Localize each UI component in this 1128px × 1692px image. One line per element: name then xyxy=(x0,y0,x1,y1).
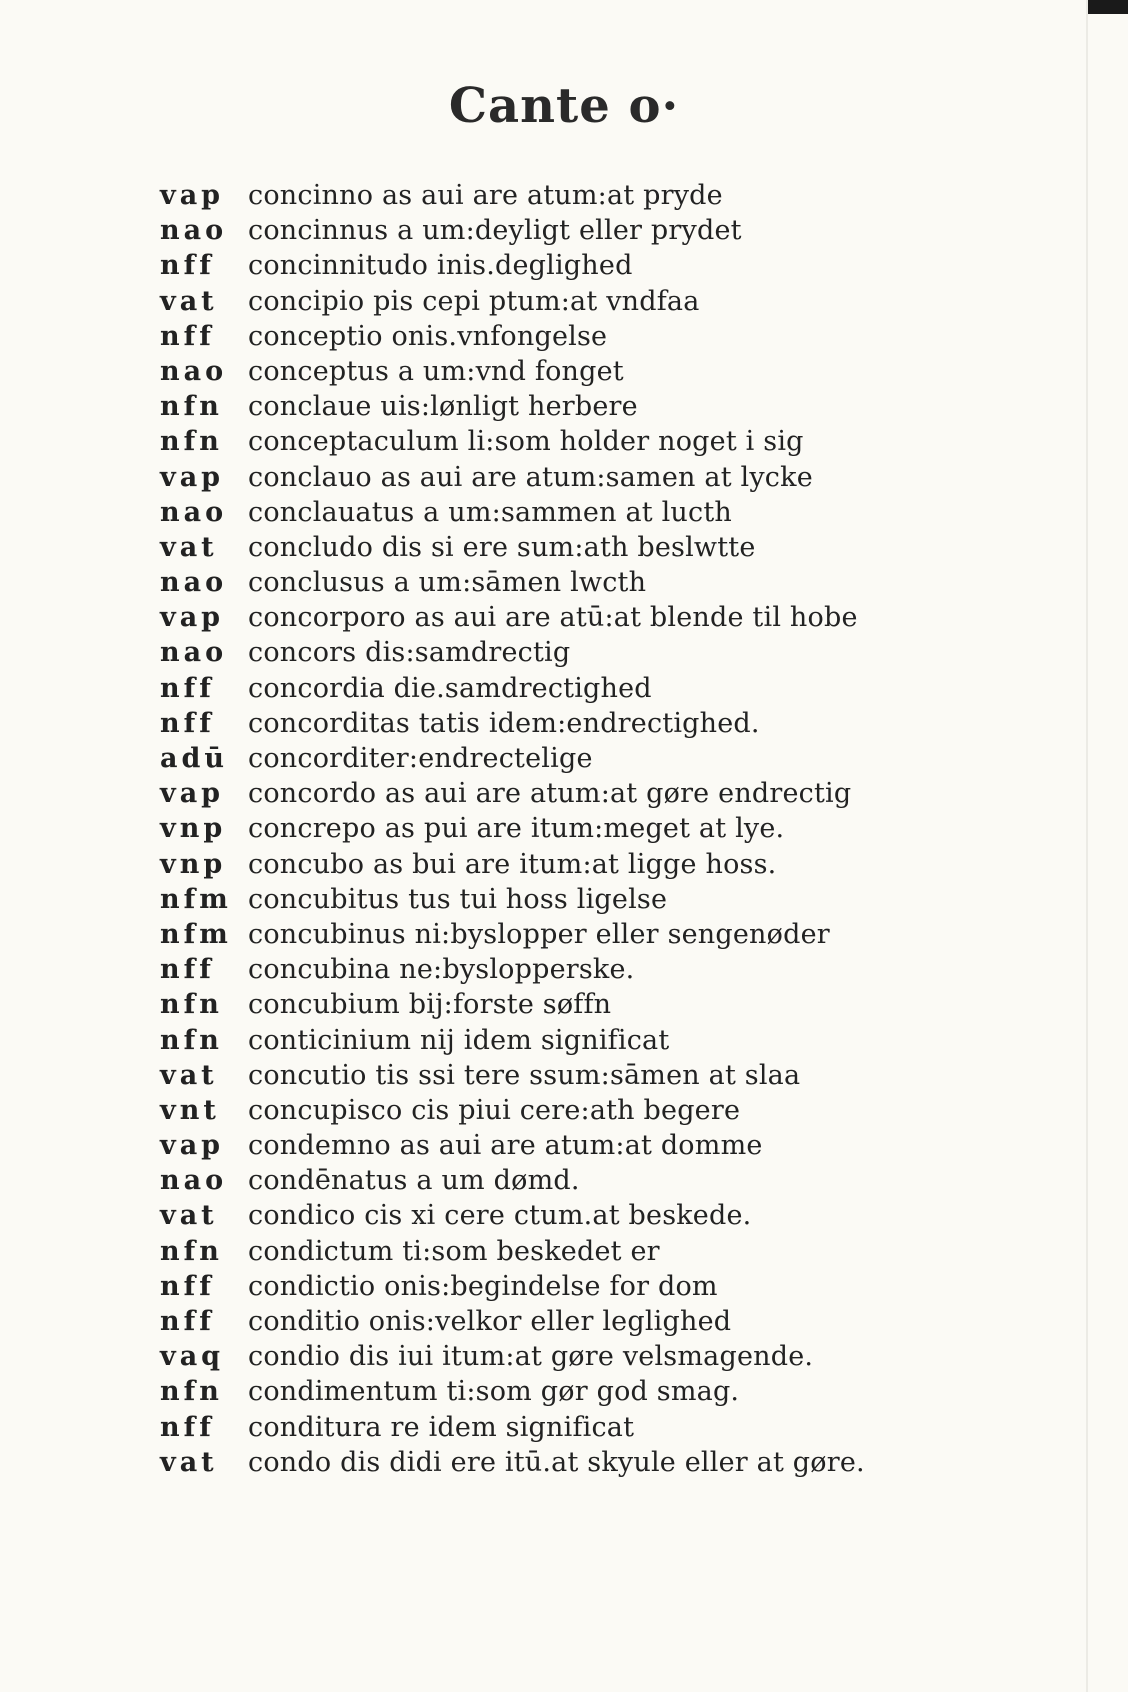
dictionary-entry xyxy=(160,248,960,283)
dictionary-entries xyxy=(160,178,960,1480)
dictionary-entry xyxy=(160,600,960,635)
entry-grammar-code: nfn xyxy=(160,1376,223,1408)
entry-grammar-code: nfn xyxy=(160,391,223,423)
dictionary-entry xyxy=(160,178,960,213)
entry-definition: concinnus a um:deyligt eller prydet xyxy=(248,215,742,247)
entry-definition: concorditer:endrectelige xyxy=(248,743,593,774)
dictionary-entry xyxy=(160,987,960,1022)
entry-definition: conclauo as aui are atum:samen at lycke xyxy=(248,461,813,493)
entry-definition: condimentum ti:som gør god smag. xyxy=(248,1376,740,1408)
entry-grammar-code: vap xyxy=(160,778,225,810)
entry-definition: condico cis xi cere ctum.at beskede. xyxy=(248,1200,752,1232)
dictionary-entry xyxy=(160,495,960,530)
entry-grammar-code: nff xyxy=(160,954,215,986)
dictionary-entry xyxy=(160,635,960,670)
entry-grammar-code: nao xyxy=(160,215,228,247)
entry-grammar-code: vnp xyxy=(160,813,227,845)
dictionary-entry xyxy=(160,1128,960,1163)
entry-grammar-code: adū xyxy=(160,743,229,774)
dictionary-entry xyxy=(160,917,960,952)
dictionary-entry xyxy=(160,319,960,354)
entry-definition: conditura re idem significat xyxy=(248,1411,635,1443)
dictionary-entry xyxy=(160,1093,960,1128)
edge-mark xyxy=(1088,0,1128,14)
entry-definition: concordo as aui are atum:at gøre endrectig xyxy=(248,778,852,810)
entry-definition: conceptus a um:vnd fonget xyxy=(248,355,624,387)
dictionary-entry xyxy=(160,1234,960,1269)
entry-definition: conceptio onis.vnfongelse xyxy=(248,320,608,352)
entry-definition: condictio onis:begindelse for dom xyxy=(248,1270,718,1302)
dictionary-entry xyxy=(160,741,960,776)
entry-grammar-code: vnt xyxy=(160,1094,220,1126)
entry-grammar-code: vap xyxy=(160,180,225,211)
entry-grammar-code: vat xyxy=(160,531,218,563)
entry-grammar-code: vat xyxy=(160,285,218,317)
entry-definition: condictum ti:som beskedet er xyxy=(248,1235,660,1267)
dictionary-entry xyxy=(160,1410,960,1445)
dictionary-entry xyxy=(160,1339,960,1374)
entry-grammar-code: nfn xyxy=(160,1024,223,1056)
dictionary-entry xyxy=(160,389,960,424)
entry-definition: concludo dis si ere sum:ath beslwtte xyxy=(248,531,756,563)
dictionary-entry xyxy=(160,1198,960,1233)
entry-grammar-code: nff xyxy=(160,1306,215,1337)
entry-definition: concrepo as pui are itum:meget at lye. xyxy=(248,813,785,845)
entry-definition: conticinium nij idem significat xyxy=(248,1024,670,1056)
entry-definition: concutio tis ssi tere ssum:sāmen at slaa xyxy=(248,1059,801,1091)
entry-grammar-code: nfm xyxy=(160,918,232,950)
entry-grammar-code: nao xyxy=(160,637,228,669)
entry-definition: concipio pis cepi ptum:at vndfaa xyxy=(248,285,700,317)
entry-definition: concubium bij:forste søffn xyxy=(248,989,612,1021)
dictionary-entry xyxy=(160,1445,960,1480)
entry-definition: concorporo as aui are atū:at blende til hobe xyxy=(248,602,858,634)
dictionary-entry xyxy=(160,565,960,600)
dictionary-entry xyxy=(160,776,960,811)
entry-definition: conclauatus a um:sammen at lucth xyxy=(248,496,732,528)
entry-grammar-code: vnp xyxy=(160,848,227,880)
entry-grammar-code: nfn xyxy=(160,989,223,1021)
entry-definition: conditio onis:velkor eller leglighed xyxy=(248,1306,732,1337)
dictionary-entry xyxy=(160,1058,960,1093)
entry-grammar-code: nao xyxy=(160,496,228,528)
entry-definition: concordia die.samdrectighed xyxy=(248,672,652,704)
entry-grammar-code: vap xyxy=(160,1130,225,1162)
dictionary-entry xyxy=(160,354,960,389)
dictionary-entry xyxy=(160,284,960,319)
entry-definition: conclusus a um:sāmen lwcth xyxy=(248,567,647,599)
entry-grammar-code: vat xyxy=(160,1200,218,1232)
entry-definition: conceptaculum li:som holder noget i sig xyxy=(248,426,804,458)
entry-definition: condio dis iui itum:at gøre velsmagende. xyxy=(248,1341,814,1373)
entry-grammar-code: nao xyxy=(160,567,228,599)
entry-grammar-code: vap xyxy=(160,461,225,493)
dictionary-entry xyxy=(160,1374,960,1409)
entry-definition: condo dis didi ere itū.at skyule eller at gøre. xyxy=(248,1446,865,1478)
dictionary-entry xyxy=(160,847,960,882)
dictionary-entry xyxy=(160,1023,960,1058)
entry-definition: condemno as aui are atum:at domme xyxy=(248,1130,763,1162)
entry-definition: concors dis:samdrectig xyxy=(248,637,571,669)
entry-definition: concubitus tus tui hoss ligelse xyxy=(248,883,668,915)
entry-grammar-code: nao xyxy=(160,355,228,387)
entry-definition: concorditas tatis idem:endrectighed. xyxy=(248,707,760,739)
dictionary-entry xyxy=(160,530,960,565)
entry-grammar-code: nff xyxy=(160,672,215,704)
entry-grammar-code: nao xyxy=(160,1165,228,1197)
entry-definition: concinnitudo inis.deglighed xyxy=(248,250,633,282)
dictionary-entry xyxy=(160,460,960,495)
dictionary-entry xyxy=(160,1269,960,1304)
entry-definition: concubina ne:byslopperske. xyxy=(248,954,635,986)
entry-definition: concinno as aui are atum:at pryde xyxy=(248,180,723,211)
entry-grammar-code: nff xyxy=(160,320,215,352)
entry-grammar-code: vap xyxy=(160,602,225,634)
page-edge xyxy=(1086,0,1088,1692)
entry-definition: condēnatus a um dømd. xyxy=(248,1165,580,1197)
dictionary-entry xyxy=(160,213,960,248)
page-header: Cante o· xyxy=(448,78,680,134)
entry-grammar-code: nff xyxy=(160,250,215,282)
dictionary-entry xyxy=(160,1163,960,1198)
dictionary-entry xyxy=(160,424,960,459)
dictionary-entry xyxy=(160,706,960,741)
dictionary-entry xyxy=(160,1304,960,1339)
dictionary-entry xyxy=(160,811,960,846)
entry-grammar-code: nfm xyxy=(160,883,232,915)
entry-grammar-code: nff xyxy=(160,707,215,739)
entry-grammar-code: nfn xyxy=(160,1235,223,1267)
entry-grammar-code: nfn xyxy=(160,426,223,458)
entry-grammar-code: vaq xyxy=(160,1341,225,1373)
entry-definition: concubo as bui are itum:at ligge hoss. xyxy=(248,848,777,880)
dictionary-entry xyxy=(160,882,960,917)
entry-grammar-code: vat xyxy=(160,1446,218,1478)
entry-grammar-code: nff xyxy=(160,1270,215,1302)
entry-grammar-code: nff xyxy=(160,1411,215,1443)
dictionary-entry xyxy=(160,671,960,706)
entry-definition: conclaue uis:lønligt herbere xyxy=(248,391,638,423)
dictionary-entry xyxy=(160,952,960,987)
entry-definition: concupisco cis piui cere:ath begere xyxy=(248,1094,741,1126)
entry-grammar-code: vat xyxy=(160,1059,218,1091)
entry-definition: concubinus ni:byslopper eller sengenøder xyxy=(248,918,830,950)
